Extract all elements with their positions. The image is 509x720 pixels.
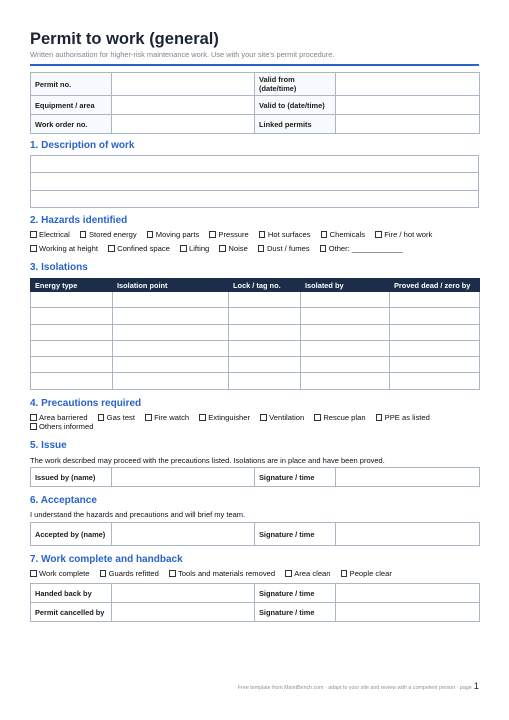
equipment-area-label: Equipment / area [31, 96, 112, 115]
column-header: Isolated by [301, 279, 390, 292]
table-cell[interactable] [390, 373, 480, 389]
column-header: Proved dead / zero by [390, 279, 480, 292]
table-cell[interactable] [31, 357, 113, 373]
precaution-checkbox[interactable]: Gas test [98, 413, 135, 422]
table-cell[interactable] [113, 308, 229, 324]
checkbox-icon [98, 414, 105, 421]
valid-from-label: Valid from (date/time) [255, 73, 336, 96]
column-header: Energy type [31, 279, 113, 292]
page-number: 1 [473, 681, 479, 692]
checkbox-icon [169, 570, 176, 577]
checkbox-icon [258, 245, 265, 252]
equipment-area-field[interactable] [112, 96, 255, 115]
handback-checkbox[interactable]: Guards refitted [100, 569, 159, 578]
acceptance-sign-table [30, 522, 480, 546]
checkbox-icon [180, 245, 187, 252]
table-cell[interactable] [229, 373, 301, 389]
table-cell[interactable] [31, 373, 113, 389]
description-line[interactable] [31, 173, 479, 190]
description-line[interactable] [31, 190, 479, 207]
table-cell[interactable] [229, 292, 301, 308]
checkbox-icon [30, 423, 37, 430]
handback-checkbox[interactable]: Tools and materials removed [169, 569, 275, 578]
page-footer [238, 681, 479, 692]
permit-no-field[interactable] [112, 73, 255, 96]
table-cell[interactable] [301, 373, 390, 389]
checkbox-icon [219, 245, 226, 252]
checkbox-icon [314, 414, 321, 421]
accepted-by-label: Accepted by (name) [31, 523, 112, 546]
hazard-checkbox[interactable]: Lifting [180, 244, 209, 253]
table-cell[interactable] [390, 324, 480, 340]
table-cell[interactable] [229, 324, 301, 340]
handback-checkbox[interactable]: Area clean [285, 569, 330, 578]
table-cell[interactable] [390, 340, 480, 356]
table-cell[interactable] [229, 357, 301, 373]
column-header: Isolation point [113, 279, 229, 292]
checkbox-icon [108, 245, 115, 252]
precaution-checkbox[interactable]: Ventilation [260, 413, 304, 422]
work-order-field[interactable] [112, 115, 255, 134]
issued-by-field[interactable] [112, 468, 255, 487]
hazard-checkbox[interactable]: Fire / hot work [375, 230, 432, 239]
permit-cancelled-by-label: Permit cancelled by [31, 603, 112, 622]
checkbox-icon [376, 414, 383, 421]
checkbox-icon [80, 231, 87, 238]
acceptance-statement: I understand the hazards and precautions and will brief my team. [30, 510, 246, 519]
accepted-by-field[interactable] [112, 523, 255, 546]
table-cell[interactable] [301, 340, 390, 356]
valid-to-label: Valid to (date/time) [255, 96, 336, 115]
table-cell[interactable] [113, 324, 229, 340]
issue-sign-table [30, 467, 480, 487]
handback-sign-table [30, 583, 480, 622]
precaution-checkbox[interactable]: Extinguisher [199, 413, 250, 422]
hazards-row-1 [30, 230, 432, 239]
table-cell[interactable] [229, 340, 301, 356]
hazards-row-2 [30, 244, 411, 253]
section-heading-issue: 5. Issue [30, 440, 67, 451]
table-cell[interactable] [390, 357, 480, 373]
table-cell[interactable] [113, 357, 229, 373]
precaution-checkbox[interactable]: Others informed [30, 422, 93, 431]
permit-no-label: Permit no. [31, 73, 112, 96]
description-line[interactable] [31, 156, 479, 173]
table-cell[interactable] [229, 308, 301, 324]
table-row [31, 292, 480, 308]
precaution-checkbox[interactable]: Rescue plan [314, 413, 365, 422]
hazard-checkbox[interactable]: Confined space [108, 244, 170, 253]
table-cell[interactable] [301, 292, 390, 308]
section-heading-acceptance: 6. Acceptance [30, 495, 97, 506]
valid-to-field[interactable] [336, 96, 480, 115]
hazard-checkbox[interactable]: Electrical [30, 230, 70, 239]
checkbox-icon [321, 231, 328, 238]
precaution-checkbox[interactable]: Fire watch [145, 413, 189, 422]
checkbox-icon [145, 414, 152, 421]
signature-field[interactable] [336, 603, 480, 622]
table-cell[interactable] [31, 308, 113, 324]
linked-permits-field[interactable] [336, 115, 480, 134]
handback-checkbox[interactable]: Work complete [30, 569, 90, 578]
signature-field[interactable] [336, 468, 480, 487]
footer-text: Free template from MaintBench.com · adapt to your site and review with a competent person · page [237, 685, 472, 691]
table-row [31, 308, 480, 324]
table-cell[interactable] [31, 340, 113, 356]
hazard-checkbox[interactable]: Stored energy [80, 230, 137, 239]
precaution-checkbox[interactable]: Area barriered [30, 413, 88, 422]
table-cell[interactable] [113, 373, 229, 389]
checkbox-icon [320, 245, 327, 252]
isolations-table [30, 278, 480, 390]
handed-back-by-field[interactable] [112, 584, 255, 603]
handed-back-by-label: Handed back by [31, 584, 112, 603]
checkbox-icon [199, 414, 206, 421]
table-row [31, 357, 480, 373]
hazard-checkbox[interactable]: Pressure [209, 230, 248, 239]
checkbox-icon [30, 570, 37, 577]
checkbox-icon [147, 231, 154, 238]
hazard-checkbox[interactable]: Noise [219, 244, 247, 253]
table-cell[interactable] [390, 292, 480, 308]
table-cell[interactable] [31, 292, 113, 308]
table-cell[interactable] [31, 324, 113, 340]
page-subtitle: Written authorisation for higher-risk maintenance work. Use with your site's permit procedure. [30, 50, 335, 59]
checkbox-icon [375, 231, 382, 238]
checkbox-icon [260, 414, 267, 421]
checkbox-icon [30, 414, 37, 421]
checkbox-icon [30, 231, 37, 238]
checkbox-icon [341, 570, 348, 577]
hazard-checkbox[interactable]: Other: ____________ [320, 244, 403, 253]
table-cell[interactable] [113, 340, 229, 356]
checkbox-icon [100, 570, 107, 577]
signature-label: Signature / time [255, 468, 336, 487]
section-heading-hazards: 2. Hazards identified [30, 215, 128, 226]
table-cell[interactable] [113, 292, 229, 308]
handback-checkbox[interactable]: People clear [341, 569, 392, 578]
signature-field[interactable] [336, 523, 480, 546]
table-row [31, 373, 480, 389]
header-fields-table [30, 72, 480, 134]
precautions-row-1 [30, 413, 430, 422]
hazard-checkbox[interactable]: Chemicals [321, 230, 365, 239]
valid-from-field[interactable] [336, 73, 480, 96]
column-header: Lock / tag no. [229, 279, 301, 292]
table-row [31, 324, 480, 340]
checkbox-icon [30, 245, 37, 252]
linked-permits-label: Linked permits [255, 115, 336, 134]
table-row [31, 340, 480, 356]
hazard-checkbox[interactable]: Working at height [30, 244, 98, 253]
signature-label: Signature / time [255, 584, 336, 603]
section-heading-description: 1. Description of work [30, 140, 135, 151]
work-order-label: Work order no. [31, 115, 112, 134]
checkbox-icon [285, 570, 292, 577]
work-complete-checks [30, 569, 400, 578]
table-cell[interactable] [301, 357, 390, 373]
permit-cancelled-by-field[interactable] [112, 603, 255, 622]
precaution-checkbox[interactable]: PPE as listed [376, 413, 430, 422]
description-table [30, 155, 479, 208]
issued-by-label: Issued by (name) [31, 468, 112, 487]
section-heading-isolations: 3. Isolations [30, 262, 88, 273]
section-heading-work-complete: 7. Work complete and handback [30, 554, 183, 565]
checkbox-icon [209, 231, 216, 238]
hazard-checkbox[interactable]: Moving parts [147, 230, 199, 239]
checkbox-icon [259, 231, 266, 238]
signature-label: Signature / time [255, 603, 336, 622]
table-cell[interactable] [301, 308, 390, 324]
hazard-checkbox[interactable]: Hot surfaces [259, 230, 311, 239]
issue-statement: The work described may proceed with the precautions listed. Isolations are in place and have been proved. [30, 456, 385, 465]
table-cell[interactable] [301, 324, 390, 340]
table-cell[interactable] [390, 308, 480, 324]
page-title: Permit to work (general) [30, 30, 219, 48]
precautions-row-2 [30, 422, 101, 431]
title-divider [30, 64, 479, 66]
hazard-checkbox[interactable]: Dust / fumes [258, 244, 310, 253]
signature-field[interactable] [336, 584, 480, 603]
section-heading-precautions: 4. Precautions required [30, 398, 142, 409]
signature-label: Signature / time [255, 523, 336, 546]
